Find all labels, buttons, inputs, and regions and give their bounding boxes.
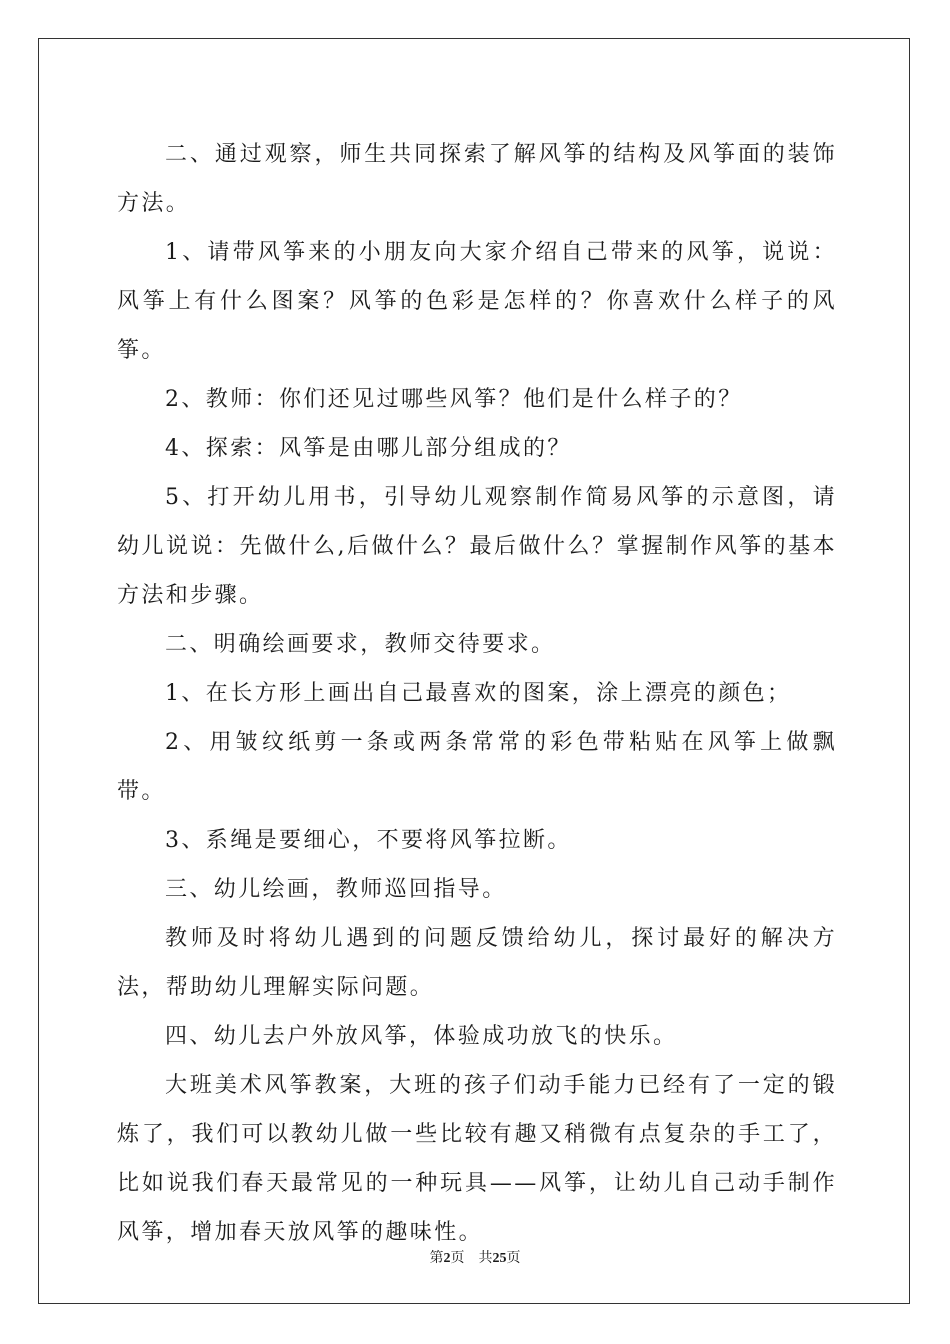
paragraph: 1、请带风筝来的小朋友向大家介绍自己带来的风筝，说说：风筝上有什么图案？风筝的色彩是怎样的？你喜欢什么样子的风筝。 [117,240,837,363]
page-footer [0,1247,950,1267]
page-number: 2 [443,1251,451,1266]
page-prefix: 第 [429,1250,444,1266]
paragraph: 二、通过观察，师生共同探索了解风筝的结构及风筝面的装饰方法。 [117,142,837,216]
document-body [117,130,837,1257]
paragraph: 1、在长方形上画出自己最喜欢的图案，涂上漂亮的颜色； [165,681,792,706]
paragraph: 教师及时将幼儿遇到的问题反馈给幼儿，探讨最好的解决方法，帮助幼儿理解实际问题。 [117,926,837,1000]
total-pages: 25 [492,1251,507,1266]
paragraph: 四、幼儿去户外放风筝，体验成功放飞的快乐。 [165,1024,678,1049]
total-suffix: 页 [506,1250,521,1266]
paragraph: 三、幼儿绘画，教师巡回指导。 [165,877,507,902]
total-prefix: 共 [478,1250,493,1266]
paragraph: 大班美术风筝教案，大班的孩子们动手能力已经有了一定的锻炼了，我们可以教幼儿做一些比较有趣又稍微有点复杂的手工了，比如说我们春天最常见的一种玩具——风筝，让幼儿自己动手制作风筝，增加春天放风筝的趣味性。 [117,1073,837,1245]
paragraph: 2、用皱纹纸剪一条或两条常常的彩色带粘贴在风筝上做飘带。 [117,730,837,804]
paragraph: 4、探索：风筝是由哪儿部分组成的？ [165,436,572,461]
paragraph: 二、明确绘画要求，教师交待要求。 [165,632,556,657]
page-suffix: 页 [450,1250,465,1266]
paragraph: 2、教师：你们还见过哪些风筝？他们是什么样子的？ [165,387,743,412]
paragraph: 5、打开幼儿用书，引导幼儿观察制作简易风筝的示意图，请幼儿说说：先做什么,后做什么？最后做什么？掌握制作风筝的基本方法和步骤。 [117,485,837,608]
paragraph: 3、系绳是要细心，不要将风筝拉断。 [165,828,572,853]
